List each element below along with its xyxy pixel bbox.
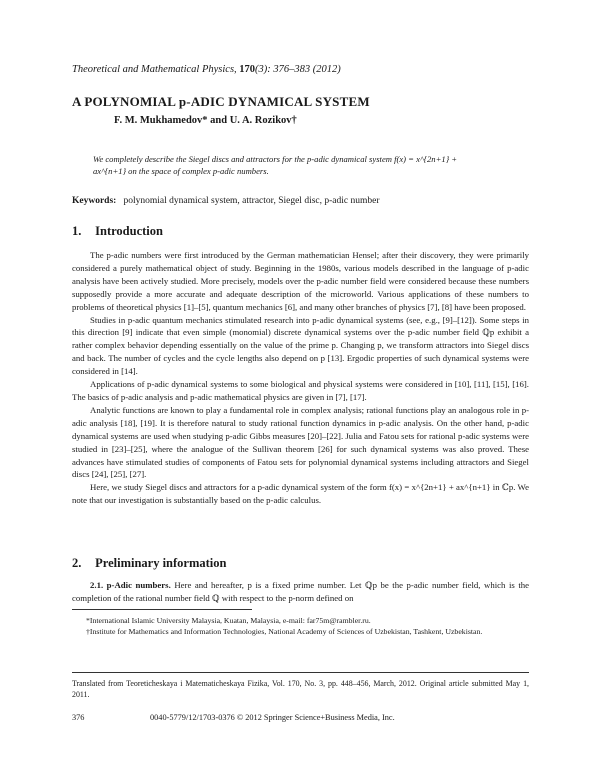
section-heading-introduction bbox=[72, 224, 163, 239]
preliminary-body bbox=[72, 579, 529, 605]
translation-note: Translated from Teoreticheskaya i Matematicheskaya Fizika, Vol. 170, No. 3, pp. 448–456, March, 2012. Original article submitted May 1, 2011. bbox=[72, 679, 529, 699]
abstract-line: ax^{n+1} on the space of complex p-adic numbers. bbox=[93, 166, 269, 176]
section-heading-preliminary bbox=[72, 556, 226, 571]
footnote bbox=[72, 615, 529, 626]
footnote bbox=[72, 626, 529, 637]
subsection-heading: 2.1. p-Adic numbers. bbox=[90, 580, 171, 590]
abstract bbox=[93, 153, 511, 177]
footnote-text: *International Islamic University Malaysia, Kuatan, Malaysia, e-mail: far75m@rambler.ru. bbox=[86, 616, 371, 625]
paragraph: Applications of p-adic dynamical systems to some biological and physical systems were considered in [10], [11], [15], [16]. The basics of p-adic analysis and p-adic mathematical physics are given in [7], [17]. bbox=[72, 379, 529, 402]
footnote-rule bbox=[72, 609, 252, 610]
paragraph: Studies in p-adic quantum mechanics stimulated research into p-adic dynamical systems (see, e.g., [9]–[12]). Some steps in this direction [9] indicate that even simple (monomial) discrete dynamical systems over the p-adic number field ℚp exhibit a rather complex behavior depending essentially on the value of the prime p. Changing p, we transform attractors into Siegel discs and back. The number of cycles and the cycle lengths also depend on p [13]. Ergodic properties of such dynamical systems were considered in [14]. bbox=[72, 314, 529, 377]
journal-issue-pages: (3): 376–383 (2012) bbox=[255, 64, 341, 75]
abstract-line: We completely describe the Siegel discs and attractors for the p-adic dynamical system f(x) = x^{2n+1} + bbox=[93, 154, 458, 164]
subsection-text: Here and hereafter, p is a fixed prime number. Let ℚp be the p-adic number field, which is the completion of the rational number field ℚ with respect to the p-norm defined on bbox=[72, 580, 530, 603]
paper-title: A POLYNOMIAL p-ADIC DYNAMICAL SYSTEM bbox=[72, 94, 370, 109]
introduction-body bbox=[72, 249, 529, 507]
journal-citation bbox=[72, 64, 341, 75]
paragraph: Analytic functions are known to play a fundamental role in complex analysis; rational functions play an analogous role in p-adic analysis [18], [19]. It is therefore natural to study rational function dynamics in p-adic analysis. On the other hand, p-adic dynamical systems are used when studying p-adic Gibbs measures [20]–[22]. Julia and Fatou sets for rational p-adic systems were studied in [23]–[25], where the analogue of the Sullivan theorem [26] for such dynamical systems was also proved. These advances have stimulated studies of components of Fatou sets for polynomial dynamical systems including attractors and Siegel discs [24], [25], [27]. bbox=[72, 404, 529, 480]
paragraph: Here, we study Siegel discs and attractors for a p-adic dynamical system of the form f(x) = x^{2n+1} + ax^{n+1} in ℂp. We note that our investigation is substantially based on the p-adic calculus. bbox=[72, 482, 529, 506]
paragraph bbox=[72, 579, 529, 605]
journal-volume: 170 bbox=[239, 64, 256, 75]
section-number: 1. bbox=[72, 224, 82, 238]
section-title: Preliminary information bbox=[95, 556, 227, 570]
footnotes bbox=[72, 615, 529, 637]
copyright-line: 0040-5779/12/1703-0376 © 2012 Springer Science+Business Media, Inc. bbox=[150, 713, 395, 722]
translation-rule bbox=[72, 672, 529, 673]
keywords-text: polynomial dynamical system, attractor, Siegel disc, p-adic number bbox=[123, 196, 380, 206]
footnote-text: †Institute for Mathematics and Information Technologies, National Academy of Sciences of Uzbekistan, Tashkent, Uzbekistan. bbox=[86, 627, 483, 636]
paragraph: The p-adic numbers were first introduced by the German mathematician Hensel; after their discovery, they were primarily considered a purely mathematical object of study. Beginning in the 1980s, various models described in the language of p-adic analysis have been actively studied. More precisely, models over the p-adic number field were considered because these numbers supposedly provide a more accurate and adequate description of the microworld. Various applications of these numbers to problems of theoretical physics [1]–[5], quantum mechanics [6], and many other branches of physics [7], [8] have been proposed. bbox=[72, 250, 529, 312]
paper-authors: F. M. Mukhamedov* and U. A. Rozikov† bbox=[114, 115, 297, 126]
journal-name: Theoretical and Mathematical Physics, bbox=[72, 64, 237, 75]
page-number: 376 bbox=[72, 713, 85, 722]
section-title: Introduction bbox=[95, 224, 163, 238]
keywords-label: Keywords: bbox=[72, 196, 117, 206]
section-number: 2. bbox=[72, 556, 82, 570]
keywords bbox=[72, 196, 380, 206]
